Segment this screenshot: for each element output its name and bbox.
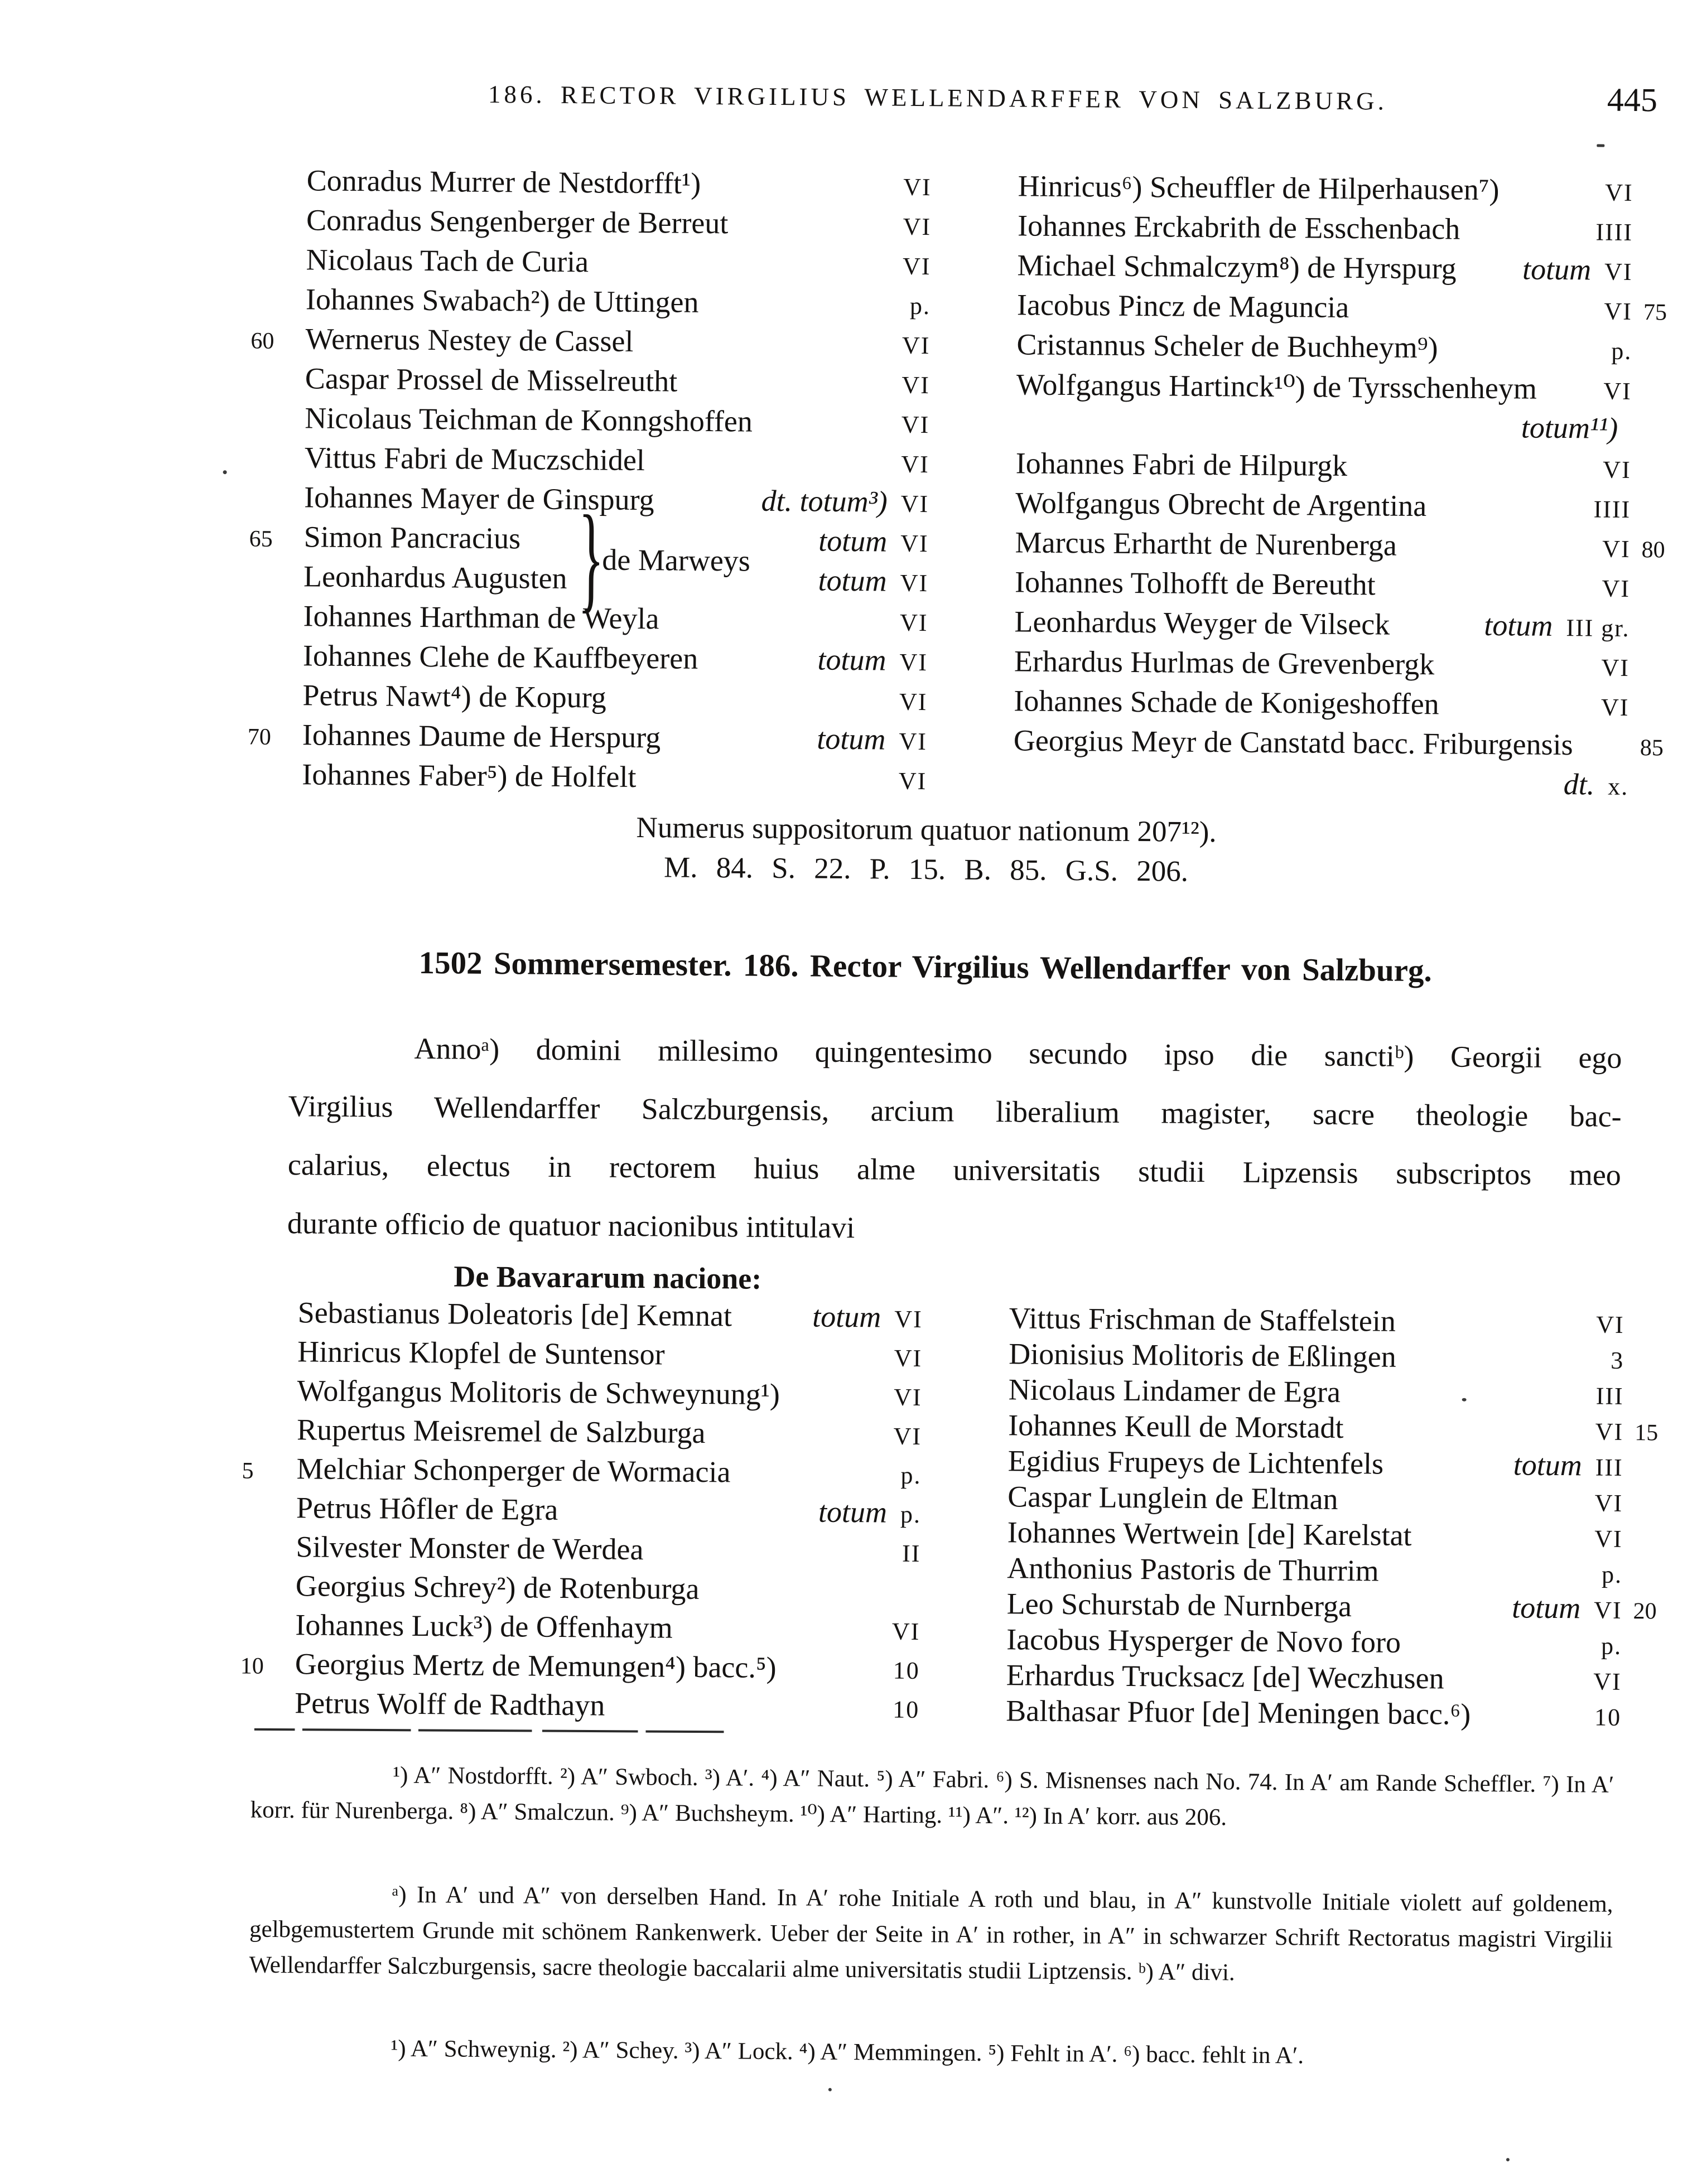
student-name: Dionisius Molitoris de Eßlingen xyxy=(1009,1337,1396,1374)
fee-cell xyxy=(1583,1310,1624,1339)
register-row xyxy=(1016,366,1667,411)
register-row xyxy=(1006,1693,1656,1734)
student-name: Anthonius Pastoris de Thurrim xyxy=(1006,1551,1379,1588)
margin-line-number: 75 xyxy=(1643,299,1667,326)
student-name: Silvester Monster de Werdea xyxy=(296,1530,644,1567)
section-heading: 1502 Sommersemester. 186. Rector Virgilius Wellendarffer von Salzburg. xyxy=(418,945,1433,989)
preamble-line: Virgilius Wellendarffer Salczburgensis, arcium liberalium magister, sacre theologie bac- xyxy=(288,1089,1622,1133)
student-name: Georgius Mertz de Memungen⁴) bacc.⁵) xyxy=(295,1647,777,1685)
fee-value: III xyxy=(1595,1453,1623,1481)
list-column-left xyxy=(228,1254,923,1729)
register-row xyxy=(1007,1443,1657,1484)
register-row xyxy=(1016,327,1667,371)
fee-cell xyxy=(889,331,931,360)
student-name: Nicolaus Lindamer de Egra xyxy=(1008,1373,1341,1409)
fee-value: VI xyxy=(893,1422,922,1451)
fee-value: VI xyxy=(900,529,929,558)
student-name: Iohannes Fabri de Hilpurgk xyxy=(1015,446,1348,482)
fee-value: VI xyxy=(1594,1596,1622,1624)
fee-cell xyxy=(1592,178,1633,207)
register-row xyxy=(1014,723,1664,767)
register-row xyxy=(228,1685,920,1729)
student-name: Iohannes Mayer de Ginspurg xyxy=(304,480,654,517)
student-name: Iacobus Hysperger de Novo foro xyxy=(1006,1622,1401,1659)
fee-note: totum xyxy=(1522,252,1592,287)
margin-line-number xyxy=(228,1712,295,1713)
student-name: Iohannes Tolhofft de Bereutht xyxy=(1014,565,1376,602)
fee-cell xyxy=(1580,495,1631,524)
scan-speck xyxy=(1506,2158,1510,2161)
margin-line-number: 20 xyxy=(1633,1598,1657,1625)
student-name: Sebastianus Doleatoris [de] Kemnat xyxy=(297,1296,732,1333)
fee-cell xyxy=(879,1695,919,1724)
student-name: Iohannes Keull de Morstadt xyxy=(1008,1408,1344,1445)
student-name: Iohannes Erckabrith de Esschenbach xyxy=(1017,209,1460,246)
fee-value: 10 xyxy=(893,1695,920,1724)
fee-note: totum xyxy=(818,563,887,598)
fee-cell xyxy=(1583,1381,1624,1410)
fee-value: VI xyxy=(899,608,928,637)
student-name: Nicolaus Tach de Curia xyxy=(306,243,589,279)
fee-value: 10 xyxy=(893,1656,920,1685)
fee-value: VI xyxy=(903,212,932,241)
margin-line-number xyxy=(236,625,303,626)
student-name: Petrus Hôfler de Egra xyxy=(296,1491,558,1526)
student-name: Iohannes Luck³) de Offenhaym xyxy=(295,1608,673,1645)
fee-cell xyxy=(887,1461,921,1490)
student-name: Wernerus Nestey de Cassel xyxy=(305,322,634,358)
fee-cell xyxy=(761,484,929,519)
margin-line-number xyxy=(235,704,302,705)
student-name: Iohannes Clehe de Kauffbeyeren xyxy=(302,639,698,675)
register-row xyxy=(1006,1658,1656,1698)
fee-value: III xyxy=(1595,1382,1624,1410)
scan-speck xyxy=(828,2088,832,2091)
register-row xyxy=(239,241,931,287)
margin-line-number: 70 xyxy=(247,724,272,750)
fee-value: VI xyxy=(1594,1489,1623,1517)
fee-cell xyxy=(1512,1590,1622,1626)
fee-cell xyxy=(1588,693,1629,722)
register-row xyxy=(1008,1408,1658,1448)
student-name: Melchiar Schonperger de Wormacia xyxy=(296,1452,731,1489)
fee-value: IIII xyxy=(1593,495,1631,523)
register-row xyxy=(1007,1515,1657,1555)
fee-value: VI xyxy=(901,371,931,399)
margin-line-number xyxy=(237,506,304,507)
fee-value: p. xyxy=(1601,1560,1623,1588)
fee-value: VI xyxy=(891,1617,920,1646)
fee-value: VI xyxy=(901,450,929,479)
student-name: Georgius Schrey²) de Rotenburga xyxy=(295,1569,700,1606)
nation-totals: M. 84. S. 22. P. 15. B. 85. G.S. 206. xyxy=(663,851,1189,888)
register-row xyxy=(229,1568,921,1612)
fee-cell xyxy=(896,292,931,320)
margin-line-number xyxy=(239,308,306,309)
fee-cell xyxy=(1522,252,1633,287)
fee-value: VI xyxy=(899,688,928,716)
fee-cell xyxy=(1582,1417,1624,1446)
student-name: Conradus Murrer de Nestdorfft¹) xyxy=(306,163,701,200)
margin-line-number xyxy=(229,1595,296,1596)
fee-note: dt. xyxy=(1563,767,1595,801)
student-name: Leonhardus Weyger de Vilseck xyxy=(1014,605,1390,641)
register-row xyxy=(1014,604,1665,649)
register-row xyxy=(1015,485,1666,530)
fee-value: IIII xyxy=(1595,218,1633,247)
fee-value: VI xyxy=(1604,297,1633,326)
student-name: Conradus Sengenberger de Berreut xyxy=(306,203,729,240)
margin-line-number xyxy=(229,1517,296,1518)
fee-value: 10 xyxy=(1594,1703,1622,1731)
fee-value: p. xyxy=(900,1461,922,1490)
student-name: Michael Schmalczym⁸) de Hyrspurg xyxy=(1017,248,1457,286)
fee-cell xyxy=(1580,1667,1622,1696)
student-name: Iohannes Daume de Herspurg xyxy=(302,718,661,755)
margin-line-number xyxy=(239,229,306,230)
fee-cell xyxy=(889,212,931,241)
fee-note: totum xyxy=(1513,1448,1582,1482)
fee-cell xyxy=(888,450,929,479)
register-row xyxy=(235,717,928,762)
fee-value: VI xyxy=(1593,1668,1622,1695)
fee-cell xyxy=(1598,337,1632,365)
register-row xyxy=(239,281,931,326)
fee-cell xyxy=(881,1344,923,1373)
register-row xyxy=(1007,1479,1657,1520)
student-name: Vittus Fabri de Muczschidel xyxy=(304,441,645,477)
margin-line-number: 15 xyxy=(1634,1420,1659,1446)
register-row xyxy=(230,1294,923,1339)
matriculation-list-continued xyxy=(235,162,1668,815)
fee-cell xyxy=(1597,1346,1624,1375)
margin-line-number xyxy=(238,427,305,428)
fee-cell xyxy=(1588,653,1629,682)
fee-cell xyxy=(818,1495,921,1530)
footnotes-numeric-bavarian: ¹) A″ Schweynig. ²) A″ Schey. ³) A″ Lock. ⁴) A″ Memmingen. ⁵) Fehlt in A′. ⁶) bacc. fehlt in A′. xyxy=(390,2035,1304,2069)
student-name: Iacobus Pincz de Maguncia xyxy=(1016,288,1349,325)
preamble-line: Annoᵃ) domini millesimo quingentesimo secundo ipso die sanctiᵇ) Georgii ego xyxy=(414,1031,1622,1075)
register-row xyxy=(228,1607,920,1651)
fee-note: totum xyxy=(1484,608,1553,642)
student-name: Wolfgangus Hartinck¹⁰) de Tyrsschenheym xyxy=(1016,368,1537,405)
register-row xyxy=(1006,1622,1656,1663)
fee-value: VI xyxy=(902,252,931,281)
fee-note: totum xyxy=(817,642,886,677)
fee-value: VI xyxy=(1595,1418,1624,1446)
student-name: Leonhardus Augusten xyxy=(303,559,567,596)
nation-header: De Bavararum nacione: xyxy=(454,1259,762,1296)
student-name: Simon Pancracius xyxy=(303,520,521,555)
fee-cell xyxy=(880,1656,920,1685)
register-row xyxy=(238,321,931,366)
register-row xyxy=(228,1646,920,1690)
register-row xyxy=(1015,525,1665,569)
fee-value: 3 xyxy=(1610,1346,1624,1374)
page-number: 445 xyxy=(1607,81,1658,119)
fee-value: VI xyxy=(1602,574,1631,602)
register-row xyxy=(1016,406,1666,451)
preamble-line: durante officio de quatuor nacionibus intitulavi xyxy=(287,1206,855,1245)
fee-value: VI xyxy=(898,767,927,795)
fee-value: VI xyxy=(894,1305,923,1333)
fee-value: VI xyxy=(903,173,932,201)
fee-cell xyxy=(879,1617,920,1646)
register-row xyxy=(230,1412,922,1456)
register-row xyxy=(1007,1550,1657,1591)
student-name: Georgius Meyr de Canstatd bacc. Friburgensis xyxy=(1013,723,1573,762)
student-name: Caspar Prossel de Misselreutht xyxy=(305,361,678,398)
fee-cell xyxy=(1581,1703,1621,1732)
fee-cell xyxy=(818,524,929,559)
fee-cell xyxy=(886,608,928,637)
student-name: Wolfgangus Obrecht de Argentina xyxy=(1015,486,1427,523)
student-name: Cristannus Scheler de Buchheym⁹) xyxy=(1016,327,1438,365)
fee-value: VI xyxy=(1600,693,1629,721)
running-header: 186. RECTOR VIRGILIUS WELLENDARFFER VON SALZBURG. xyxy=(488,80,1388,115)
fee-value: VI xyxy=(901,331,931,360)
fee-cell xyxy=(1588,1560,1622,1588)
margin-line-number: 65 xyxy=(249,526,273,552)
fee-cell xyxy=(1588,1631,1622,1660)
register-row xyxy=(1008,1372,1658,1413)
scan-speck xyxy=(1462,1398,1467,1402)
student-name: Caspar Lunglein de Eltman xyxy=(1007,1480,1338,1516)
register-row xyxy=(1017,248,1667,292)
student-name: Leo Schurstab de Nurnberga xyxy=(1006,1587,1352,1623)
student-name: Marcus Erhartht de Nurenberga xyxy=(1015,525,1397,562)
footnotes-numeric-first-list: ¹) A″ Nostdorfft. ²) A″ Swboch. ³) A′. ⁴) A″ Naut. ⁵) A″ Fabri. ⁶) S. Misnenses nach No. 74. In A′ am Rande Scheffler. ⁷) In A′ korr. für Nurenberga. ⁸) A″ Smalczun. ⁹) A″ Buchsheym. ¹⁰) A″ Harting. ¹¹) A″. ¹²) In A′ korr. aus 206. xyxy=(250,1762,1614,1831)
fee-cell xyxy=(1590,376,1632,405)
student-name: Iohannes Swabach²) de Uttingen xyxy=(305,282,699,319)
fee-cell xyxy=(817,722,927,757)
student-name: Petrus Nawt⁴) de Kopurg xyxy=(302,678,606,714)
fee-cell xyxy=(880,1383,922,1412)
student-name: Vittus Frischman de Staffelstein xyxy=(1009,1301,1396,1338)
register-row xyxy=(235,677,928,722)
fee-cell xyxy=(888,371,930,400)
fee-cell xyxy=(886,688,928,717)
fee-note: totum xyxy=(812,1299,881,1334)
register-row xyxy=(230,1373,922,1417)
fee-cell xyxy=(818,563,928,599)
margin-line-number xyxy=(229,1556,296,1557)
fee-cell xyxy=(1581,1524,1623,1553)
fee-cell xyxy=(889,1539,921,1568)
register-row xyxy=(1015,564,1665,609)
student-name: Egidius Frupeys de Lichtenfels xyxy=(1007,1444,1384,1481)
fee-value: III gr. xyxy=(1566,614,1630,642)
list-column-right xyxy=(1006,1301,1659,1734)
fee-note: totum xyxy=(1512,1591,1581,1625)
student-name: Iohannes Harthman de Weyla xyxy=(303,599,659,636)
margin-line-number xyxy=(228,1634,295,1635)
register-row xyxy=(238,360,931,405)
fee-note: dt. totum³) xyxy=(761,484,888,519)
fee-cell xyxy=(1564,767,1629,802)
register-row xyxy=(1018,168,1668,213)
fee-value: VI xyxy=(1603,456,1631,484)
register-row xyxy=(1018,208,1668,253)
fee-cell xyxy=(880,1422,922,1451)
student-name: Erhardus Trucksacz [de] Weczhusen xyxy=(1006,1658,1444,1695)
student-name: Rupertus Meisremel de Salzburga xyxy=(296,1413,706,1450)
register-row xyxy=(1009,1301,1659,1341)
fee-cell xyxy=(1590,297,1632,326)
fee-note: totum xyxy=(818,1495,888,1529)
margin-line-number: 60 xyxy=(250,328,274,354)
fee-value: VI xyxy=(1596,1311,1624,1339)
preamble-line: calarius, electus in rectorem huius alme universitatis studii Lipzensis subscriptos meo xyxy=(287,1148,1622,1192)
student-name: Nicolaus Teichman de Konngshoffen xyxy=(305,401,753,438)
scan-speck xyxy=(223,470,227,474)
fee-cell xyxy=(1588,574,1630,603)
student-name: Hinricus⁶) Scheuffler de Hilperhausen⁷) xyxy=(1018,169,1500,207)
register-row xyxy=(1015,446,1666,490)
fee-value: II xyxy=(901,1539,921,1568)
student-name: Iohannes Faber⁵) de Holfelt xyxy=(302,757,637,794)
register-row xyxy=(239,202,932,247)
fee-value: VI xyxy=(899,648,928,677)
fee-value: VI xyxy=(1602,535,1631,563)
bavarian-nation-list xyxy=(228,1254,1660,1751)
fee-cell xyxy=(1521,410,1632,446)
fee-value: VI xyxy=(1605,178,1633,207)
fee-note: totum xyxy=(818,524,888,558)
margin-line-number: 85 xyxy=(1640,735,1664,761)
student-name: Erhardus Hurlmas de Grevenbergk xyxy=(1014,644,1435,682)
fee-note: totum¹¹) xyxy=(1521,410,1618,445)
register-row xyxy=(239,162,932,207)
fee-value: VI xyxy=(900,490,929,518)
scan-speck xyxy=(1597,144,1604,147)
fee-value: VI xyxy=(1601,654,1630,682)
register-row xyxy=(1006,1586,1656,1627)
student-name: Wolfgangus Molitoris de Schweynung¹) xyxy=(297,1374,780,1412)
register-row xyxy=(238,439,930,485)
register-row xyxy=(229,1529,921,1573)
shared-place-label: de Marweys xyxy=(602,543,751,578)
fee-value: VI xyxy=(894,1344,923,1373)
register-row xyxy=(230,1333,923,1378)
list-column-left xyxy=(235,162,932,801)
fee-cell xyxy=(1484,608,1630,644)
margin-line-number: 80 xyxy=(1641,537,1665,563)
fee-value: VI xyxy=(901,410,930,439)
fee-value: x. xyxy=(1608,772,1629,800)
fee-cell xyxy=(1582,218,1633,247)
fee-value: p. xyxy=(909,292,931,320)
footnotes-lettered: ᵃ) In A′ und A″ von derselben Hand. In A′ rohe Initiale A roth und blau, in A″ kunstvolle Initiale violett auf goldenem, gelbgemustertem Grunde mit schönem Rankenwerk. Ueber der Seite in A′ in rother, in A″ in schwarzer Schrift Rectoratus magistri Virgilii Wellendarffer Salczburgensis, sacre theologie baccalarii alme universitatis studii Liptzensis. ᵇ) A″ divi. xyxy=(249,1881,1613,1986)
fee-value: VI xyxy=(900,569,929,597)
fee-cell xyxy=(1589,534,1631,563)
student-name: Iohannes Schade de Konigeshoffen xyxy=(1014,684,1439,721)
student-name: Hinricus Klopfel de Suntensor xyxy=(297,1335,665,1371)
fee-cell xyxy=(888,410,930,439)
register-row xyxy=(1013,762,1664,807)
margin-line-number: 10 xyxy=(240,1653,264,1679)
fee-cell xyxy=(1589,455,1631,484)
fee-cell xyxy=(890,173,932,202)
fee-value: VI xyxy=(899,727,928,756)
total-suppositorum: Numerus suppositorum quatuor nationum 207¹²). xyxy=(636,811,1217,849)
fee-value: p. xyxy=(1600,1632,1622,1660)
fee-value: VI xyxy=(1603,377,1632,405)
register-row xyxy=(1017,287,1667,332)
fee-cell xyxy=(1513,1447,1623,1483)
student-name: Petrus Wolff de Radthayn xyxy=(295,1686,605,1722)
fee-value: p. xyxy=(1611,337,1632,365)
list-column-right xyxy=(1013,168,1668,807)
fee-note: totum xyxy=(817,722,886,756)
student-name: Balthasar Pfuor [de] Meningen bacc.⁶) xyxy=(1005,1694,1471,1731)
register-row xyxy=(1014,683,1664,728)
register-row xyxy=(236,637,928,683)
student-name: Iohannes Wertwein [de] Karelstat xyxy=(1007,1515,1412,1552)
register-row xyxy=(238,400,930,445)
fee-value: VI xyxy=(1604,258,1633,286)
totals-block xyxy=(234,805,1618,895)
fee-cell xyxy=(885,767,927,796)
register-row xyxy=(1009,1336,1659,1377)
register-row xyxy=(235,756,927,801)
register-row xyxy=(229,1490,922,1534)
rector-preamble xyxy=(287,1018,1622,1263)
fee-value: VI xyxy=(1594,1525,1623,1553)
register-row xyxy=(1014,644,1665,688)
fee-cell xyxy=(1582,1489,1623,1518)
fee-value: p. xyxy=(900,1500,922,1529)
register-row xyxy=(229,1451,922,1495)
fee-cell xyxy=(812,1299,923,1335)
brace-icon xyxy=(578,510,605,605)
fee-cell xyxy=(889,252,931,281)
fee-value: VI xyxy=(893,1383,922,1412)
fee-cell xyxy=(817,642,928,678)
margin-line-number: 5 xyxy=(242,1458,254,1484)
